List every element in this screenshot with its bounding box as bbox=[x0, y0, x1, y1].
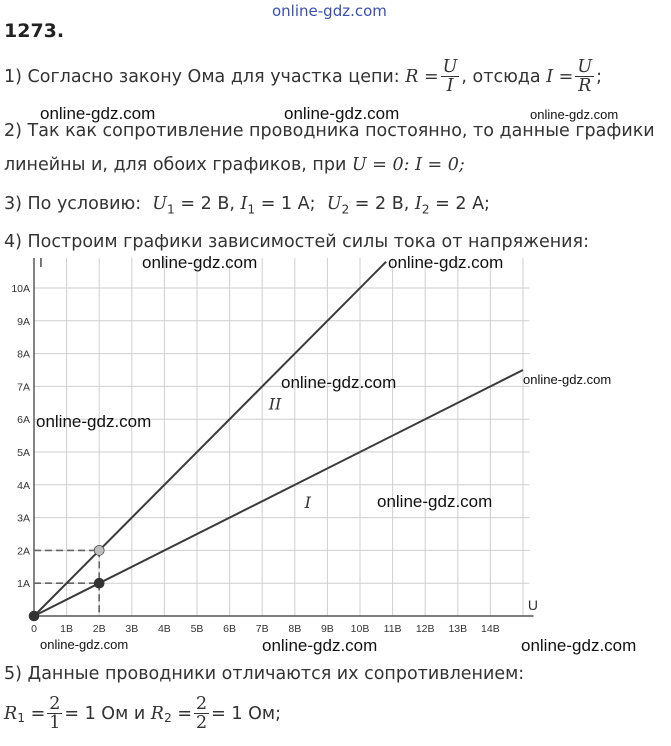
y-tick-label: 1A bbox=[17, 578, 30, 591]
u1-subscript: 1 bbox=[167, 202, 175, 217]
step-5: 5) Данные проводники отличаются их сопротивлением: bbox=[4, 664, 525, 684]
r2-equals: = bbox=[177, 703, 193, 724]
x-tick-label: 0 bbox=[31, 623, 37, 635]
watermark: online-gdz.com bbox=[40, 637, 129, 652]
site-watermark-top[interactable]: online-gdz.com bbox=[272, 2, 387, 20]
y-axis-label: I bbox=[39, 258, 43, 271]
watermark: online-gdz.com bbox=[530, 107, 619, 122]
r2-result: = 1 Ом; bbox=[211, 703, 281, 724]
data-point bbox=[29, 611, 39, 621]
fraction-u-over-i bbox=[441, 58, 460, 96]
i2-value: = 2 А; bbox=[429, 194, 490, 214]
step-2-line-2 bbox=[4, 155, 465, 175]
fraction-denominator: I bbox=[446, 76, 454, 97]
step-4: 4) Построим графики зависимостей силы тока от напряжения: bbox=[4, 232, 589, 252]
x-tick-label: 14В bbox=[481, 623, 500, 635]
step-2-text: линейны и, для обоих графиков, при bbox=[4, 155, 347, 175]
u2-value: = 2 В, bbox=[349, 194, 410, 214]
u2-symbol: U bbox=[326, 194, 342, 214]
r1-equals: = bbox=[30, 703, 46, 724]
u2-subscript: 2 bbox=[341, 202, 350, 217]
i1-symbol: I bbox=[240, 194, 248, 214]
fraction-numerator: 2 bbox=[49, 694, 61, 714]
x-tick-label: 4В bbox=[157, 623, 171, 635]
x-axis-label: U bbox=[527, 597, 539, 613]
watermark: online-gdz.com bbox=[142, 253, 258, 272]
y-tick-label: 8A bbox=[17, 348, 30, 361]
x-tick-label: 1В bbox=[60, 623, 74, 635]
step-1-text: 1) Согласно закону Ома для участка цепи: bbox=[4, 66, 400, 87]
r2-symbol: R bbox=[150, 703, 164, 724]
watermark: online-gdz.com bbox=[262, 636, 378, 655]
x-tick-label: 11В bbox=[383, 623, 402, 635]
x-tick-label: 2В bbox=[92, 623, 106, 635]
data-point bbox=[94, 545, 104, 555]
current-voltage-chart bbox=[0, 258, 540, 660]
watermark: online-gdz.com bbox=[284, 104, 400, 123]
r2-subscript: 2 bbox=[163, 710, 172, 725]
watermark: online-gdz.com bbox=[377, 492, 493, 511]
x-tick-label: 10В bbox=[350, 623, 370, 635]
y-tick-label: 10A bbox=[11, 283, 30, 295]
watermark: online-gdz.com bbox=[523, 372, 612, 387]
y-tick-label: 5A bbox=[17, 447, 30, 459]
step-1-mid: , отсюда bbox=[461, 66, 541, 87]
x-tick-label: 6В bbox=[223, 623, 237, 635]
y-tick-label: 9A bbox=[17, 315, 30, 328]
step-5-formula bbox=[4, 695, 281, 733]
ohm-r-lhs: R = bbox=[405, 66, 439, 87]
watermark: online-gdz.com bbox=[521, 636, 637, 655]
u1-symbol: U bbox=[152, 194, 168, 214]
i2-subscript: 2 bbox=[421, 202, 430, 217]
fraction-u-over-r bbox=[575, 58, 594, 96]
x-tick-label: 12В bbox=[415, 623, 435, 635]
step-2-i-zero: I = 0; bbox=[415, 155, 465, 175]
y-tick-label: 6A bbox=[17, 414, 30, 427]
fraction-numerator: U bbox=[577, 57, 593, 77]
step-3 bbox=[4, 194, 490, 217]
y-tick-label: 3A bbox=[17, 512, 30, 525]
watermark: online-gdz.com bbox=[281, 373, 397, 392]
x-tick-label: 3В bbox=[125, 623, 139, 635]
step-1 bbox=[4, 58, 602, 96]
x-tick-label: 7В bbox=[255, 623, 269, 635]
step-1-end: ; bbox=[596, 66, 602, 87]
ohm-i-lhs: I = bbox=[546, 66, 574, 87]
series-label-ii: II bbox=[268, 394, 282, 414]
i2-symbol: I bbox=[414, 194, 422, 214]
i1-value: = 1 А; bbox=[255, 194, 316, 214]
fraction-two-over-two bbox=[194, 695, 209, 733]
x-tick-label: 5В bbox=[190, 623, 204, 635]
fraction-numerator: U bbox=[442, 57, 458, 77]
y-tick-label: 2A bbox=[17, 545, 30, 558]
u1-value: = 2 В, bbox=[174, 194, 235, 214]
watermark: online-gdz.com bbox=[388, 253, 504, 272]
r1-result: = 1 Ом и bbox=[64, 703, 146, 724]
fraction-denominator: R bbox=[578, 76, 592, 97]
step-2-u-zero: U = 0: bbox=[351, 155, 410, 175]
series-label-i: I bbox=[304, 492, 311, 512]
series-line-ii bbox=[34, 262, 386, 616]
y-tick-label: 7A bbox=[17, 381, 30, 394]
i1-subscript: 1 bbox=[247, 202, 256, 217]
step-2-line-1: 2) Так как сопротивление проводника постоянно, то данные графики bbox=[4, 121, 655, 141]
x-tick-label: 8В bbox=[288, 623, 302, 635]
r1-symbol: R bbox=[4, 703, 18, 724]
fraction-two-over-one bbox=[47, 695, 62, 733]
watermark: online-gdz.com bbox=[40, 104, 156, 123]
step-3-prefix: 3) По условию: bbox=[4, 194, 142, 214]
fraction-denominator: 2 bbox=[196, 713, 208, 734]
watermark: online-gdz.com bbox=[36, 412, 152, 431]
data-point bbox=[94, 578, 104, 588]
x-tick-label: 9В bbox=[320, 623, 334, 635]
y-tick-label: 4A bbox=[17, 479, 30, 492]
r1-subscript: 1 bbox=[17, 710, 25, 725]
fraction-numerator: 2 bbox=[196, 694, 208, 714]
x-tick-label: 13В bbox=[448, 623, 468, 635]
fraction-denominator: 1 bbox=[49, 713, 61, 734]
problem-number: 1273. bbox=[4, 20, 65, 42]
